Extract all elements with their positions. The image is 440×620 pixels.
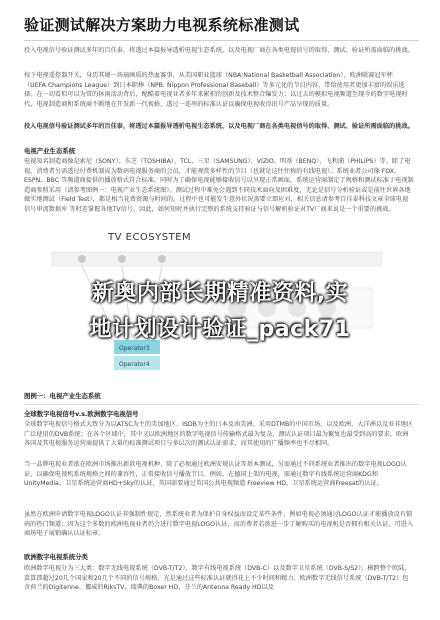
paragraph-1: 按下电视遥控器开关，身历其境一场扇画质的热血赛事，从美国职业篮球（NBA:National Basketball Association）、欧洲联赛冠军杯（UEFA Champions League）到日本职棒（NPB: Nippon Professional Baseball）等多元化的节目内容，带给使用者更加丰富的娱乐选择。在一切看似可以为常的休闲活动背后，配酷着电视业者多年来累积的创新及技术整合爆发力；以过去的模拟电视频道至现今的数字电视时代，电视制造商和系统商不断地在开发新一代视格，透过一连串的标准认证以确保电视收得讯号产品呈现的质量。: [24, 72, 408, 108]
section-heading-comparison: 全球数字电视信号v.s.欧洲数字电视信号: [24, 410, 139, 418]
caption-divider: [24, 404, 419, 405]
intro-paragraph: 投入电视信号验证测试多年的百佳泰，将透过本篇报导透析电视生态系统，以及电视厂商在各类电视信号的取得、测试、验证所需面临的挑战。: [24, 47, 414, 54]
overlay-text-line-2: 地计划设计验证_pack71: [89, 317, 351, 342]
diagram-title: TV ECOSYSTEM: [108, 232, 192, 243]
paragraph-5: 当一品牌电视业者欲在欧洲市场推出新款电视机种，除了必须通过欧洲安规认证等基本测试，另需通过不同系统业者推出的数字电视LOGO认证，以确保电视机系统规格之间的兼容性，正常接收信号播放节目。例如，在德国上架的电视，需通过数字有线系统运营商KDG和UnityMedia、卫星系统运营商HD+Sky的认证，英国需要通过英国公共电视频道 Freeview HD、卫星系统运营商Freesat的认证。: [24, 461, 407, 488]
overlay-text-line-1: 新奥内部长期精准资料,实: [91, 281, 349, 306]
operator4-box: Operator4: [119, 361, 150, 368]
paragraph-2: 投入电视信号验证测试多年的百佳泰，将透过本篇报导透析电视生态系统，以及电视厂商在各类电视信号的取得、测试、验证所需面临的挑战。: [24, 123, 414, 130]
overlay-banner: [0, 262, 440, 362]
document-title: 验证测试解决方案助力电视系统标准测试: [24, 16, 300, 34]
title-divider: [24, 40, 419, 41]
section-heading-dvb: 欧洲数字电视系统分类: [24, 553, 88, 561]
paragraph-3: 电视知名制造商像是索尼（SONY）、东芝（TOSHIBA）、TCL、三星（SAMSUNG）、VIZIO、明基（BENQ）、飞利浦（PHILIPS）等。除了电视，消费者另需透过付费机制成为数码电视服务商的会员，才能观赏多样性的节目（也就是这往往称的有线电视）。系统业者公司像 FOX、ESPN、BBC 等频道商提供的播放格式符合标准，同时为了确保电视能够接收信号以呈现正常画面，系统运营商制定了规格和测试标准于电视制造商参照采用（请参考图例一：电视产业生态系统图）。测试过程中难免会遇到不同技术面向及困难度，无论是信号分析验证或是前往世界各地做实地测试（Field Test），都是相当花费资源与时间的。过程中也可能发生意外状况需要立即应对，相关信息请参考百佳泰科技文章全球电视信号串流数据库 等时差掌握各地TV信号。因此，如何短时并执行完整的系统支持验证与信号解析验证对TV厂商来说是一个重要的挑战。: [24, 158, 414, 213]
paragraph-7: 欧洲数字电视分为三大类：数字无线电视系统（DVB-T/T2）、数字有线电视系统（DVB-C）以及数字卫星系统（DVB-S/S2）；横跨整个欧陆，算算即超过20几个国家和20几个不同的信号规格，光是通过这些标准认证就得花上不少时间和精力。欧洲数字无线信号系统（DVB-T/T2）包含荷兰的Digitenne、挪威的RiksTV、瑞典的Boxer HD、芬兰的Antenna Ready HD以及: [24, 565, 411, 592]
operator3-box: Operator3: [119, 345, 150, 352]
section-heading-ecosystem: 电视产业生态系统: [24, 147, 76, 155]
paragraph-4: 全球数字电视信号格式大致分为以ATSC为主的美加地区、ISDB为主的日本及南美洲、采用DTMB的中国市场，以及欧洲、大洋洲以及亚非地区广泛使用的DVB系统；在各个区域中，其中又以欧洲地区的数字电视信号传输格式最为复杂，测试认证项目最为繁复也最受到高的要求，欧洲各国及其电视服务运营商提供了大量的标准测试项目与多层次的测试认证需求，而其使用的广播频率也不尽相同。: [24, 421, 413, 448]
figure-caption: 图例一：电视产业生态系统: [24, 392, 101, 400]
paragraph-6: 虽然在欧洲申请数字电视LOGO认证非强制性规定，然系统业者为保护自身权益而设定某些条件，例如电视必须通过LOGO认证才能播放设有锁码的热门频道；因为这个多数的欧洲电视业者仍会进行数字电视LOGO认证，而消费者若欲进一步了解购买的电视机是否拥有相关认证，可进入商场电子展销确认认证标章。: [24, 511, 414, 538]
